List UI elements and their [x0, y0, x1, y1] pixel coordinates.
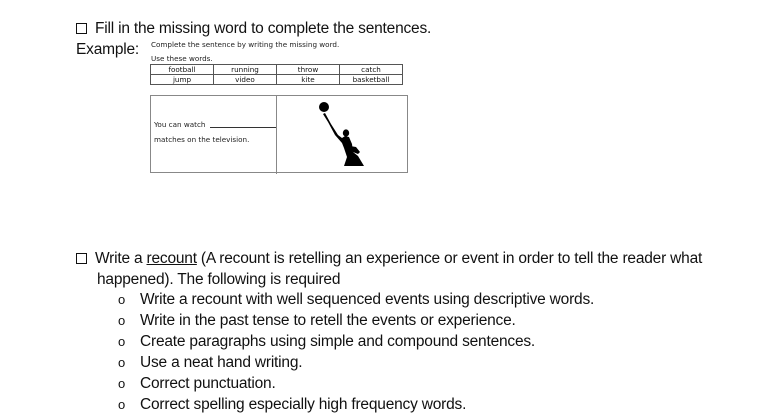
task2-intro-line-2: happened). The following is required — [97, 271, 341, 288]
list-item — [118, 375, 594, 396]
task1-instruction-line — [76, 20, 431, 38]
task2-intro-line — [76, 250, 702, 268]
sentence-box-divider — [276, 96, 277, 174]
word-cell: video — [214, 75, 277, 85]
list-item-text: Use a neat hand writing. — [140, 354, 303, 371]
sentence-text: You can watch — [154, 120, 206, 129]
word-cell: basketball — [340, 75, 403, 85]
list-item-text: Create paragraphs using simple and compound sentences. — [140, 333, 536, 350]
task2-intro-rest: (A recount is retelling an experience or event in order to tell the reader what — [196, 250, 703, 267]
basketball-player-silhouette-icon — [316, 100, 372, 168]
sentence-line-1 — [154, 120, 276, 129]
use-words-label: Use these words. — [151, 54, 213, 63]
list-item-text: Write a recount with well sequenced events using descriptive words. — [140, 291, 595, 308]
word-cell: football — [151, 65, 214, 75]
sentence-line-2: matches on the television. — [154, 135, 250, 144]
checkbox-icon[interactable] — [76, 23, 87, 34]
task2-prefix: Write a — [95, 250, 147, 267]
word-bank-table — [150, 64, 403, 85]
word-cell: catch — [340, 65, 403, 75]
bullet-icon: o — [118, 355, 126, 370]
list-item — [118, 312, 594, 333]
answer-blank[interactable] — [210, 120, 276, 128]
list-item-text: Correct punctuation. — [140, 375, 276, 392]
bullet-icon: o — [118, 376, 126, 391]
bullet-icon: o — [118, 292, 126, 307]
bullet-icon: o — [118, 334, 126, 349]
word-cell: throw — [277, 65, 340, 75]
word-bank-row — [151, 75, 403, 85]
list-item — [118, 333, 594, 354]
word-cell: jump — [151, 75, 214, 85]
bullet-icon: o — [118, 397, 126, 412]
recount-keyword: recount — [146, 250, 197, 267]
word-cell: running — [214, 65, 277, 75]
sentence-box-bottom — [150, 172, 408, 173]
list-item — [118, 291, 594, 312]
sentence-box — [150, 95, 408, 173]
requirements-list — [118, 291, 594, 417]
checkbox-icon[interactable] — [76, 253, 87, 264]
list-item-text: Correct spelling especially high frequency words. — [140, 396, 467, 413]
bullet-icon: o — [118, 313, 126, 328]
list-item-text: Write in the past tense to retell the events or experience. — [140, 312, 516, 329]
list-item — [118, 396, 594, 417]
word-bank-row — [151, 65, 403, 75]
list-item — [118, 354, 594, 375]
worksheet-instruction: Complete the sentence by writing the missing word. — [151, 40, 340, 49]
task1-instruction: Fill in the missing word to complete the sentences. — [95, 20, 432, 37]
example-label: Example: — [76, 41, 140, 58]
word-cell: kite — [277, 75, 340, 85]
